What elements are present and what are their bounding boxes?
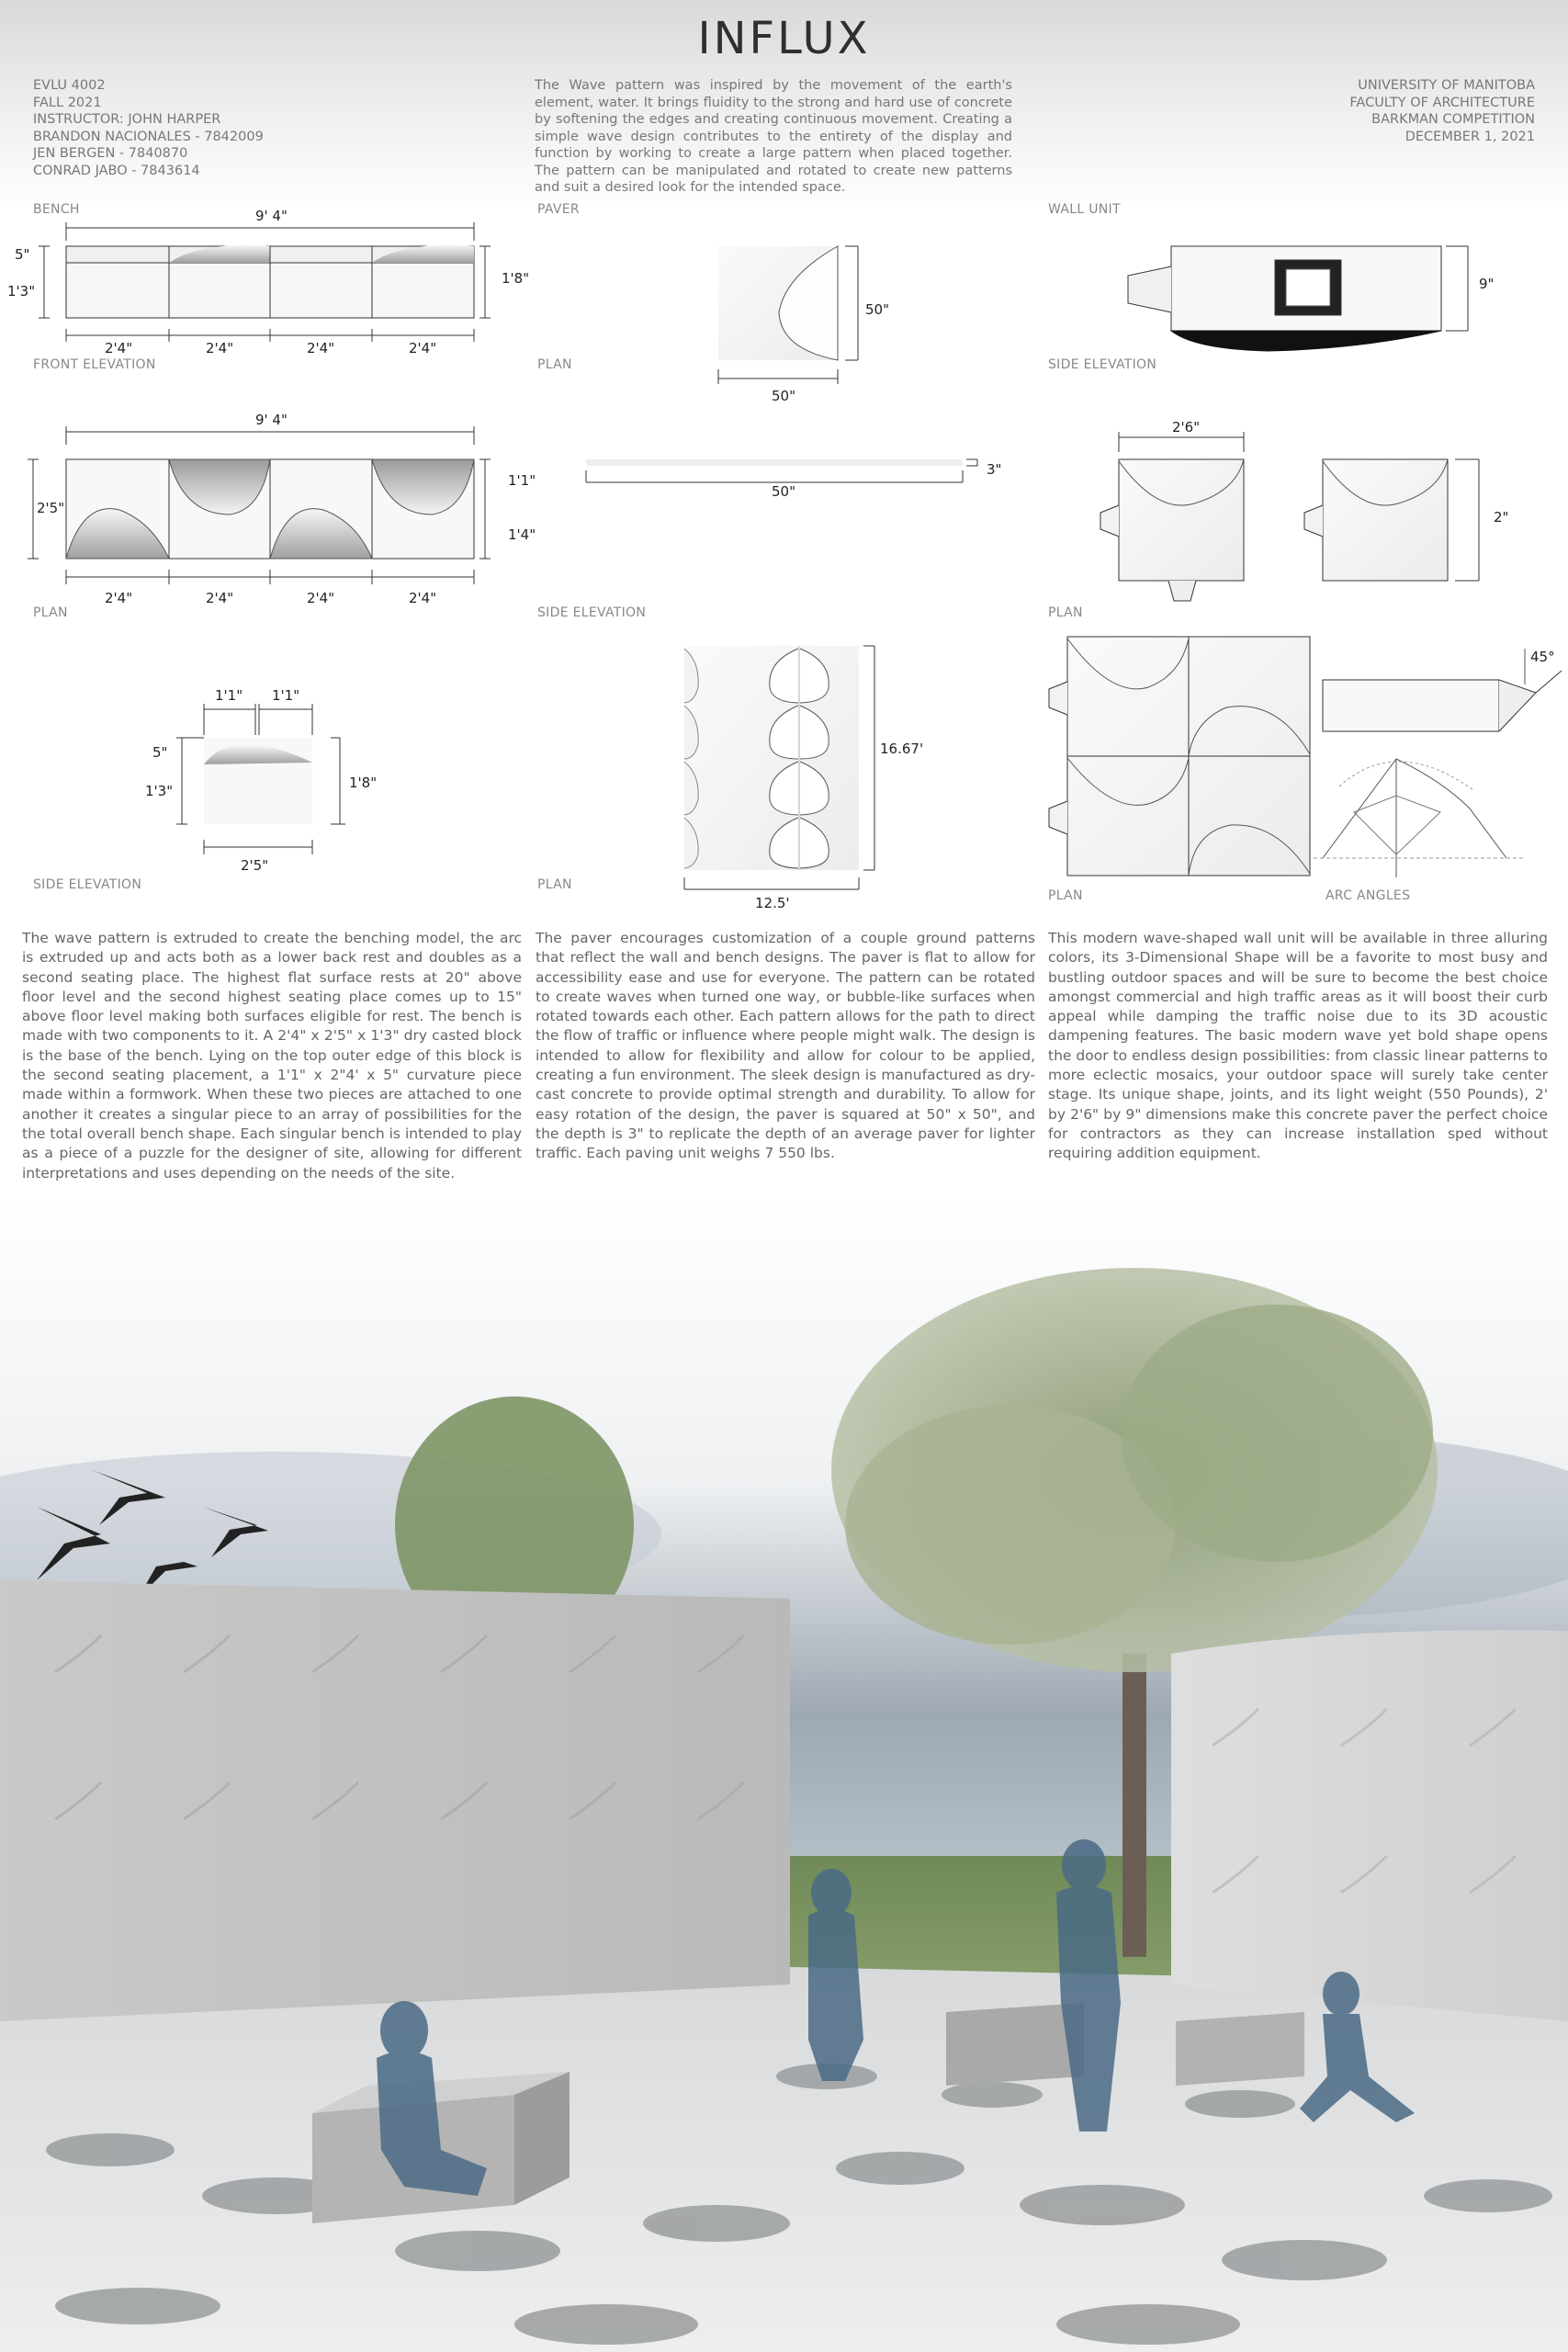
label-wall-plan: PLAN bbox=[1048, 605, 1083, 620]
label-bench: BENCH bbox=[33, 202, 80, 217]
dim-wall-2-6: 2'6" bbox=[1172, 419, 1201, 435]
dim-pattern-12-5: 12.5' bbox=[755, 895, 790, 911]
paver-pattern-plan bbox=[684, 646, 874, 889]
course-line: CONRAD JABO - 7843614 bbox=[33, 163, 200, 178]
dim-plan-seg-3: 2'4" bbox=[307, 590, 335, 606]
dim-plan-seg-4: 2'4" bbox=[409, 590, 437, 606]
wall-description: This modern wave-shaped wall unit will be available in three alluring colors, its 3-Dimensional Shape will be a favorite to most busy and bustling outdoor spaces and will be sure to become the best choice amongst commercial and high traffic areas as it will boost their curb appeal while damping the traffic noise due to its 3D acoustic dampening features. The basic modern wave yet bold shape opens the door to endless design possibilities: from classic linear patterns to more eclectic mosaics, your outdoor space will surely take center stage. Its unique shape, joints, and its light weight (550 Pounds), 2' by 2'6" by 9" dimensions make this concrete paver the perfect choice for contractors as they can increase installation sped without requiring addition equipment. bbox=[1048, 930, 1548, 1162]
dim-side-5: 5" bbox=[152, 744, 168, 761]
label-bench-side-elevation: SIDE ELEVATION bbox=[33, 877, 142, 892]
wall-unit-plans bbox=[1100, 432, 1479, 601]
dim-paver-side-50: 50" bbox=[772, 483, 795, 500]
dim-plan-2-5: 2'5" bbox=[37, 500, 65, 516]
institution-line: UNIVERSITY OF MANITOBA bbox=[1358, 78, 1535, 93]
label-front-elevation: FRONT ELEVATION bbox=[33, 357, 156, 372]
label-paver: PAVER bbox=[537, 202, 580, 217]
dim-pattern-16-67: 16.67' bbox=[880, 741, 924, 757]
wall-unit-pattern bbox=[1049, 637, 1310, 876]
paver-description: The paver encourages customization of a couple ground patterns that reflect the wall and bench designs. The paver is flat to allow for accessibility ease and use for everyone. The pattern can be rotated to create waves when turned one way, or bubble-like surfaces when rotated towards each other. Each pattern allows for the path to direct the flow of traffic or influence where people might walk. The design is intended to allow for flexibility and allow for colour to be applied, creating a fun environment. The sleek design is manufactured as dry-cast concrete to provide optimal strength and durability. To allow for easy rotation of the design, the paver is squared at 50" x 50", and the depth is 3" to replicate the depth of an average paver for lighter traffic. Each paving unit weighs 7 550 lbs. bbox=[536, 930, 1035, 1162]
institution-line: FACULTY OF ARCHITECTURE bbox=[1349, 95, 1535, 110]
label-wall-side-elevation: SIDE ELEVATION bbox=[1048, 357, 1157, 372]
site-render bbox=[0, 1194, 1568, 2352]
dim-plan-1-1: 1'1" bbox=[508, 472, 536, 489]
label-wall-unit: WALL UNIT bbox=[1048, 202, 1121, 217]
institution-line: DECEMBER 1, 2021 bbox=[1404, 129, 1535, 144]
dim-wall-9: 9" bbox=[1479, 276, 1495, 292]
paver-side-elevation bbox=[586, 459, 977, 482]
dim-bench-1-3: 1'3" bbox=[7, 283, 36, 300]
dim-wall-2: 2" bbox=[1494, 509, 1509, 526]
dim-seg-4: 2'4" bbox=[409, 340, 437, 356]
dim-side-2-5: 2'5" bbox=[241, 857, 269, 874]
dim-paver-50-v: 50" bbox=[865, 301, 889, 318]
course-line: INSTRUCTOR: JOHN HARPER bbox=[33, 112, 221, 127]
label-paver-pattern-plan: PLAN bbox=[537, 877, 572, 892]
dim-plan-length: 9' 4" bbox=[255, 412, 288, 428]
label-arc-angles: ARC ANGLES bbox=[1325, 888, 1411, 903]
course-line: JEN BERGEN - 7840870 bbox=[33, 146, 188, 161]
dim-seg-3: 2'4" bbox=[307, 340, 335, 356]
dim-seg-2: 2'4" bbox=[206, 340, 234, 356]
dim-arc-45: 45° bbox=[1530, 649, 1555, 665]
technical-drawings bbox=[0, 0, 1568, 919]
bench-side-elevation bbox=[176, 704, 345, 854]
dim-side-1-3: 1'3" bbox=[145, 783, 174, 799]
dim-bench-5: 5" bbox=[15, 246, 30, 263]
dim-plan-1-4: 1'4" bbox=[508, 526, 536, 543]
label-wall-pattern-plan: PLAN bbox=[1048, 888, 1083, 903]
dim-side-1-1-a: 1'1" bbox=[215, 687, 243, 704]
label-paver-plan: PLAN bbox=[537, 357, 572, 372]
dim-paver-3: 3" bbox=[987, 461, 1002, 478]
dim-seg-1: 2'4" bbox=[105, 340, 133, 356]
dim-plan-seg-1: 2'4" bbox=[105, 590, 133, 606]
course-line: EVLU 4002 bbox=[33, 78, 106, 93]
course-line: FALL 2021 bbox=[33, 95, 102, 110]
bench-description: The wave pattern is extruded to create the benching model, the arc is extruded up and acts both as a lower back rest and doubles as a second seating place. The highest flat surface rests at 20" above floor level and the second highest seating place comes up to 15" above floor level making both surfaces eligible for rest. The bench is made with two components to it. A 2'4" x 2'5" x 1'3" dry casted block is the base of the bench. Lying on the top outer edge of this block is the second seating placement, a 1'1" x 2"4' x 5" curvature piece made within a formwork. When these two pieces are attached to one another it creates a singular piece to an array of possibilities for the the total overall bench shape. Each singular bench is intended to play as a piece of a puzzle for the designer of site, allowing for different interpretations and uses depending on the needs of the site. bbox=[22, 930, 522, 1182]
render-illustration bbox=[0, 1194, 1568, 2352]
dim-paver-50-h: 50" bbox=[772, 388, 795, 404]
page-title: INFLUX bbox=[697, 13, 871, 64]
label-paver-side-elevation: SIDE ELEVATION bbox=[537, 605, 647, 620]
paver-plan bbox=[718, 246, 858, 384]
dim-bench-length: 9' 4" bbox=[255, 208, 288, 224]
wall-unit-side-elevation bbox=[1128, 246, 1468, 351]
bench-plan bbox=[28, 426, 491, 584]
label-bench-plan: PLAN bbox=[33, 605, 68, 620]
course-line: BRANDON NACIONALES - 7842009 bbox=[33, 129, 264, 144]
dim-side-1-1-b: 1'1" bbox=[272, 687, 300, 704]
dim-plan-seg-2: 2'4" bbox=[206, 590, 234, 606]
intro-text: The Wave pattern was inspired by the movement of the earth's element, water. It brings fluidity to the strong and hard use of concrete by softening the edges and creating continuous movement. Creating a simple wave design contributes to the entirety of the display and function by working to create a large pattern when placed together. The pattern can be manipulated and rotated to create new patterns and suit a desired look for the intended space. bbox=[535, 78, 1012, 195]
dim-side-1-8: 1'8" bbox=[349, 775, 378, 791]
bench-front-elevation bbox=[39, 222, 491, 342]
institution-line: BARKMAN COMPETITION bbox=[1371, 112, 1535, 127]
arc-angles-drawing bbox=[1314, 649, 1562, 877]
dim-bench-1-8: 1'8" bbox=[502, 270, 530, 287]
